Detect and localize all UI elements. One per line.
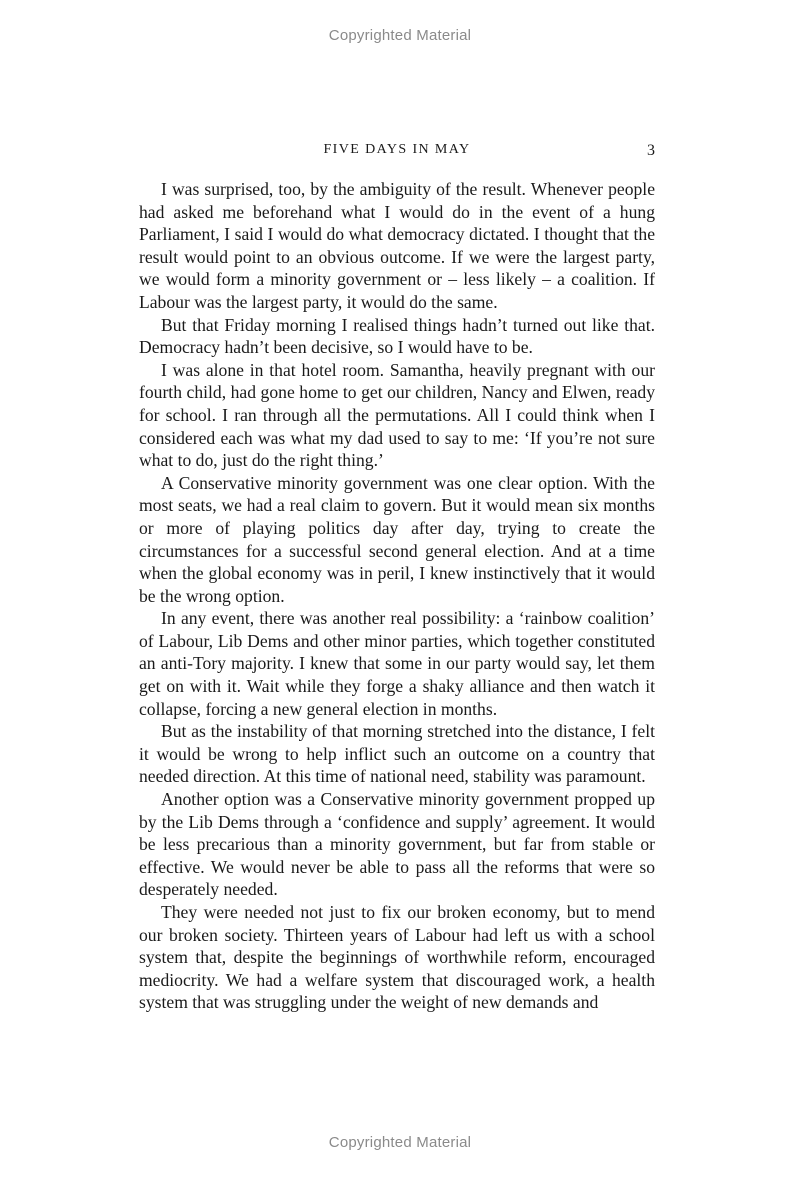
- paragraph: A Conservative minority government was one clear option. With the most seats, we had a real claim to govern. But it would mean six months or more of playing politics day after day, trying to create the circumstances for a successful second general election. And at a time when the global economy was in peril, I knew instinctively that it would be the wrong option.: [139, 472, 655, 606]
- running-head: [139, 142, 655, 164]
- paragraph: But that Friday morning I realised things hadn’t turned out like that. Democracy hadn’t been decisive, so I would have to be.: [139, 314, 655, 358]
- paragraph: I was surprised, too, by the ambiguity of the result. Whenever people had asked me beforehand what I would do in the event of a hung Parliament, I said I would do what democracy dictated. I thought that the result would point to an obvious outcome. If we were the largest party, we would form a minority government or – less likely – a coalition. If Labour was the largest party, it would do the same.: [139, 179, 655, 312]
- running-title: FIVE DAYS IN MAY: [323, 142, 471, 157]
- page-number: 3: [647, 142, 655, 159]
- paragraph: In any event, there was another real possibility: a ‘rainbow coalition’ of Labour, Lib Dems and other minor parties, which together constituted an anti-Tory majority. I knew that some in our party would say, let them get on with it. Wait while they forge a shaky alliance and then watch it collapse, forcing a new general election in months.: [139, 608, 655, 719]
- paragraph: But as the instability of that morning stretched into the distance, I felt it would be wrong to help inflict such an outcome on a country that needed direction. At this time of national need, stability was paramount.: [139, 721, 655, 787]
- paragraph: Another option was a Conservative minority government propped up by the Lib Dems through a ‘confidence and supply’ agreement. It would be less precarious than a minority government, but far from stable or effective. We would never be able to pass all the reforms that were so desperately needed.: [139, 789, 655, 900]
- paragraph: I was alone in that hotel room. Samantha, heavily pregnant with our fourth child, had gone home to get our children, Nancy and Elwen, ready for school. I ran through all the permutations. All I could think when I considered each was what my dad used to say to me: ‘If you’re not sure what to do, just do the right thing.’: [139, 359, 655, 471]
- watermark-bottom: Copyrighted Material: [328, 1134, 472, 1151]
- body-text: [139, 178, 655, 1014]
- watermark-top: Copyrighted Material: [328, 27, 472, 44]
- paragraph: They were needed not just to fix our broken economy, but to mend our broken society. Thirteen years of Labour had left us with a school system that, despite the beginnings of worthwhile reform, encouraged mediocrity. We had a welfare system that discouraged work, a health system that was struggling under the weight of new demands and: [139, 902, 655, 1013]
